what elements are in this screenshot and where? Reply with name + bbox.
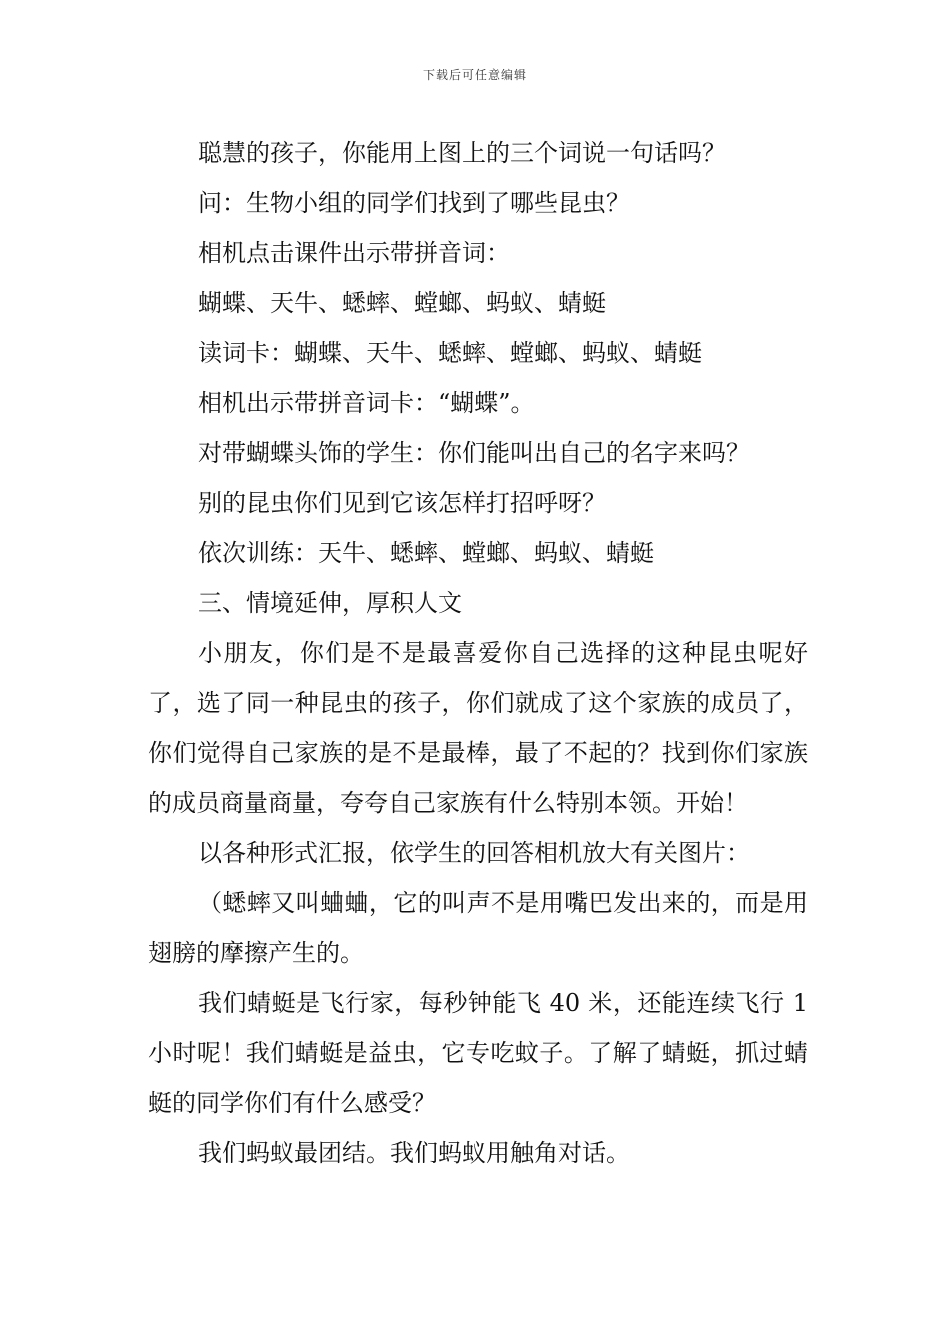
text-line: 对带蝴蝶头饰的学生：你们能叫出自己的名字来吗？ <box>198 439 750 467</box>
paragraph: （蟋蟀又叫蛐蛐，它的叫声不是用嘴巴发出来的，而是用翅膀的摩擦产生的。 <box>148 889 808 967</box>
text-line: 相机出示带拼音词卡：“蝴蝶”。 <box>198 389 535 417</box>
page-header: 下载后可任意编辑 <box>422 68 527 82</box>
text-line: 聪慧的孩子，你能用上图上的三个词说一句话吗？ <box>198 139 726 167</box>
text-line: 依次训练：天牛、蟋蟀、螳螂、蚂蚁、蜻蜓 <box>198 539 654 567</box>
paragraph: 小朋友，你们是不是最喜爱你自己选择的这种昆虫呢好了，选了同一种昆虫的孩子，你们就成了这个家族的成员了，你们觉得自己家族的是不是最棒，最了不起的？找到你们家族的成员商量商量，夸夸自己家族有什么特别本领。开始！ <box>148 639 808 817</box>
text-line: 别的昆虫你们见到它该怎样打招呼呀？ <box>198 489 606 517</box>
paragraph: 以各种形式汇报，依学生的回答相机放大有关图片： <box>198 839 750 867</box>
paragraph: 我们蚂蚁最团结。我们蚂蚁用触角对话。 <box>198 1139 630 1167</box>
text-line: 问：生物小组的同学们找到了哪些昆虫？ <box>198 189 630 217</box>
text-line: 读词卡：蝴蝶、天牛、蟋蟀、螳螂、蚂蚁、蜻蜓 <box>198 339 702 367</box>
text-line: 蝴蝶、天牛、蟋蟀、螳螂、蚂蚁、蜻蜓 <box>198 289 606 317</box>
text-line: 相机点击课件出示带拼音词： <box>198 239 510 267</box>
section-heading: 三、情境延伸，厚积人文 <box>198 589 462 617</box>
document-body <box>148 128 808 1178</box>
paragraph: 我们蜻蜓是飞行家，每秒钟能飞 40 米，还能连续飞行 1 小时呢！我们蜻蜓是益虫，它专吃蚊子。了解了蜻蜓，抓过蜻蜓的同学你们有什么感受？ <box>148 989 808 1117</box>
